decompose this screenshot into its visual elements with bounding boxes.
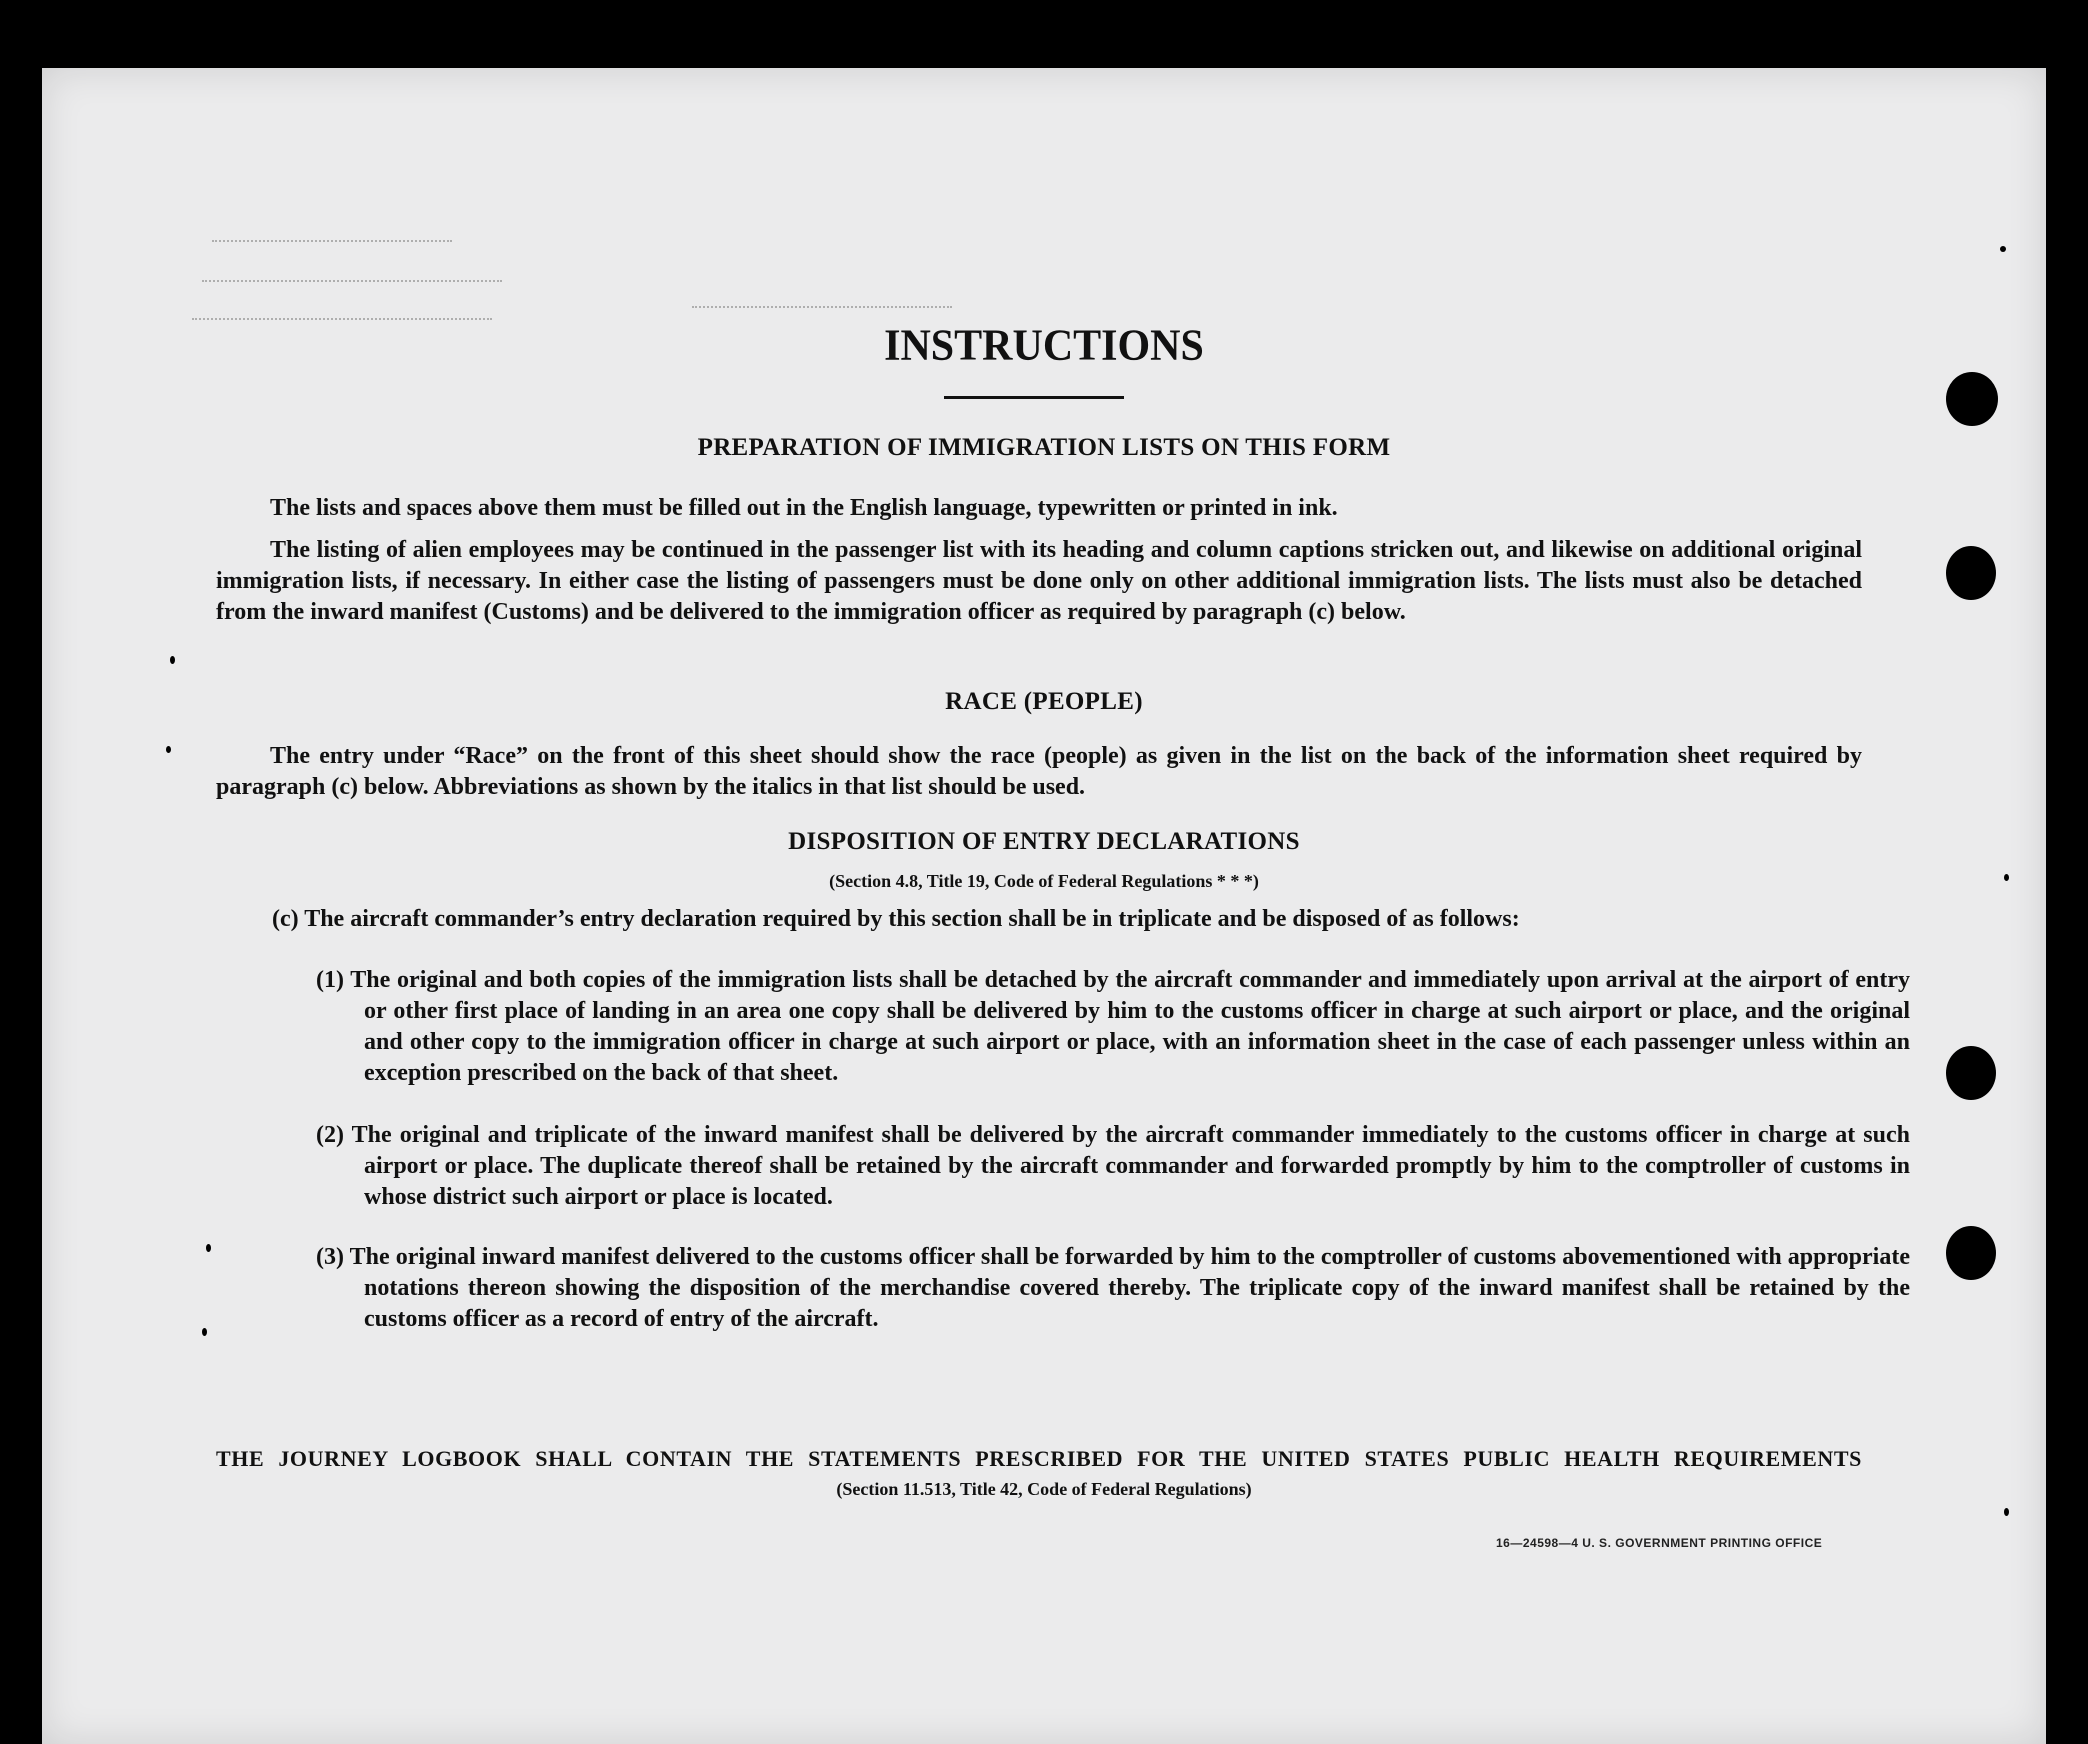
paragraph-c-intro: (c) The aircraft commander’s entry declaration required by this section shall be in triplicate and be disposed of as follows: [272,906,1520,932]
list-item-1: (1) The original and both copies of the immigration lists shall be detached by the aircraft commander and immediately upon arrival at the airport of entry or other first place of landing in an area one copy shall be delivered by him to the customs officer in charge at such airport or place, and the original and other copy to the immigration officer in charge at such airport or place, with an information sheet in the case of each passenger unless within an exception prescribed on the back of that sheet. [316,967,1910,1086]
title-underline [944,396,1124,399]
document-page [42,68,2046,1744]
paragraph-language [216,493,1862,524]
speck [166,746,171,753]
page-title: INSTRUCTIONS [884,321,1204,371]
citation-title-19: (Section 4.8, Title 19, Code of Federal Regulations * * *) [829,871,1259,891]
paragraph-text: The lists and spaces above them must be filled out in the English language, typewritten or printed in ink. [270,495,1338,521]
speck [2000,246,2006,252]
printing-office-mark: 16—24598—4 U. S. GOVERNMENT PRINTING OFFICE [1496,1536,1823,1550]
section-heading-race: RACE (PEOPLE) [945,688,1143,715]
paragraph-race [216,741,1862,803]
section-heading-disposition: DISPOSITION OF ENTRY DECLARATIONS [788,828,1300,855]
speck [170,656,175,664]
binder-hole [1946,546,1996,600]
list-item-3: (3) The original inward manifest delivered to the customs officer shall be forwarded by him to the comptroller of customs abovementioned with appropriate notations thereon showing the disposition of the merchandise covered thereby. The triplicate copy of the inward manifest shall be retained by the customs officer as a record of entry of the aircraft. [316,1244,1910,1332]
citation-title-42: (Section 11.513, Title 42, Code of Federal Regulations) [836,1479,1252,1499]
paragraph-text: The listing of alien employees may be continued in the passenger list with its heading and column captions stricken out, and likewise on additional original immigration lists, if necessary. In either case the listing of passengers must be done only on other additional immigration lists. The lists must also be detached from the inward manifest (Customs) and be delivered to the immigration officer as required by paragraph (c) below. [216,537,1862,625]
binder-hole [1946,1046,1996,1100]
paragraph-text: The entry under “Race” on the front of this sheet should show the race (people) as given in the list on the back of the information sheet required by paragraph (c) below. Abbreviations as shown by the italics in that list should be used. [216,743,1862,800]
binder-hole [1946,372,1998,426]
speck [202,1328,207,1336]
paragraph-alien-employees [216,535,1862,628]
public-health-statement: THE JOURNEY LOGBOOK SHALL CONTAIN THE STATEMENTS PRESCRIBED FOR THE UNITED STATES PUBLIC HEALTH REQUIREMENTS [216,1446,1862,1471]
speck [2004,1508,2009,1516]
form-line [212,240,452,242]
form-line [192,318,492,320]
section-heading-preparation: PREPARATION OF IMMIGRATION LISTS ON THIS FORM [697,434,1391,461]
form-line [692,306,952,308]
speck [206,1244,211,1252]
form-line [202,280,502,282]
list-item-2: (2) The original and triplicate of the inward manifest shall be delivered by the aircraft commander immediately to the customs officer in charge at such airport or place. The duplicate thereof shall be retained by the aircraft commander and forwarded promptly by him to the comptroller of customs in whose district such airport or place is located. [316,1122,1910,1210]
binder-hole [1946,1226,1996,1280]
